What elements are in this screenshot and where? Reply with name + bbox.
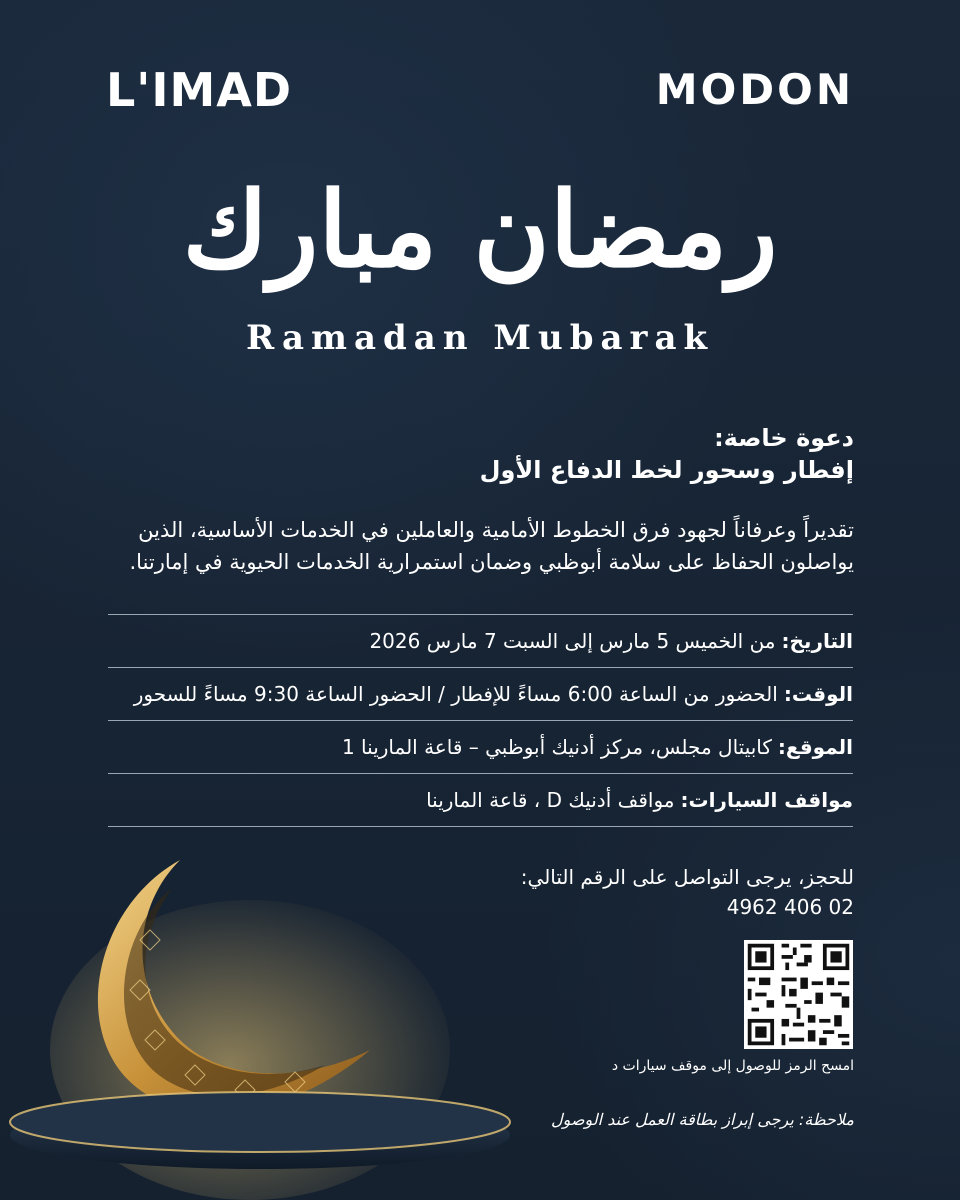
time-label: الوقت:	[783, 682, 853, 706]
invitation-line-1: دعوة خاصة:	[714, 424, 854, 452]
date-label: التاريخ:	[781, 629, 853, 653]
time-value: الحضور من الساعة 6:00 مساءً للإفطار / الحضور الساعة 9:30 مساءً للسحور	[133, 682, 778, 706]
parking-value: مواقف أدنيك D ، قاعة المارينا	[426, 788, 675, 812]
arabic-calligraphy-title: رمضان مبارك	[182, 168, 778, 291]
booking-phone: 02 406 4962	[726, 895, 854, 919]
location-value: كابيتال مجلس، مركز أدنيك أبوظبي – قاعة المارينا 1	[341, 735, 772, 759]
invitation-heading	[94, 422, 854, 486]
detail-row-location	[108, 720, 853, 773]
location-label: الموقع:	[777, 735, 853, 759]
arrival-note: ملاحظة: يرجى إبراز بطاقة العمل عند الوصول	[551, 1110, 854, 1129]
modon-logo: MODON	[655, 65, 854, 114]
intro-paragraph: تقديراً وعرفاناً لجهود فرق الخطوط الأمامية والعاملين في الخدمات الأساسية، الذين يواصلون الحفاظ على سلامة أبوظبي وضمان استمرارية الخدمات الحيوية في إمارتنا.	[129, 518, 854, 574]
booking-text: للحجز، يرجى التواصل على الرقم التالي:	[520, 865, 854, 889]
limad-logo: L'IMAD	[106, 63, 293, 117]
detail-row-parking	[108, 773, 853, 827]
parking-label: مواقف السيارات:	[680, 788, 853, 812]
date-value: من الخميس 5 مارس إلى السبت 7 مارس 2026	[369, 629, 776, 653]
crescent-moon-podium-icon	[0, 840, 560, 1200]
english-title: Ramadan Mubarak	[245, 318, 715, 358]
detail-row-time	[108, 667, 853, 720]
event-details	[108, 614, 853, 827]
detail-row-date	[108, 614, 853, 667]
qr-code-icon[interactable]	[744, 940, 853, 1049]
invitation-line-2: إفطار وسحور لخط الدفاع الأول	[479, 456, 854, 484]
qr-caption: امسح الرمز للوصول إلى موقف سيارات د	[611, 1058, 854, 1074]
